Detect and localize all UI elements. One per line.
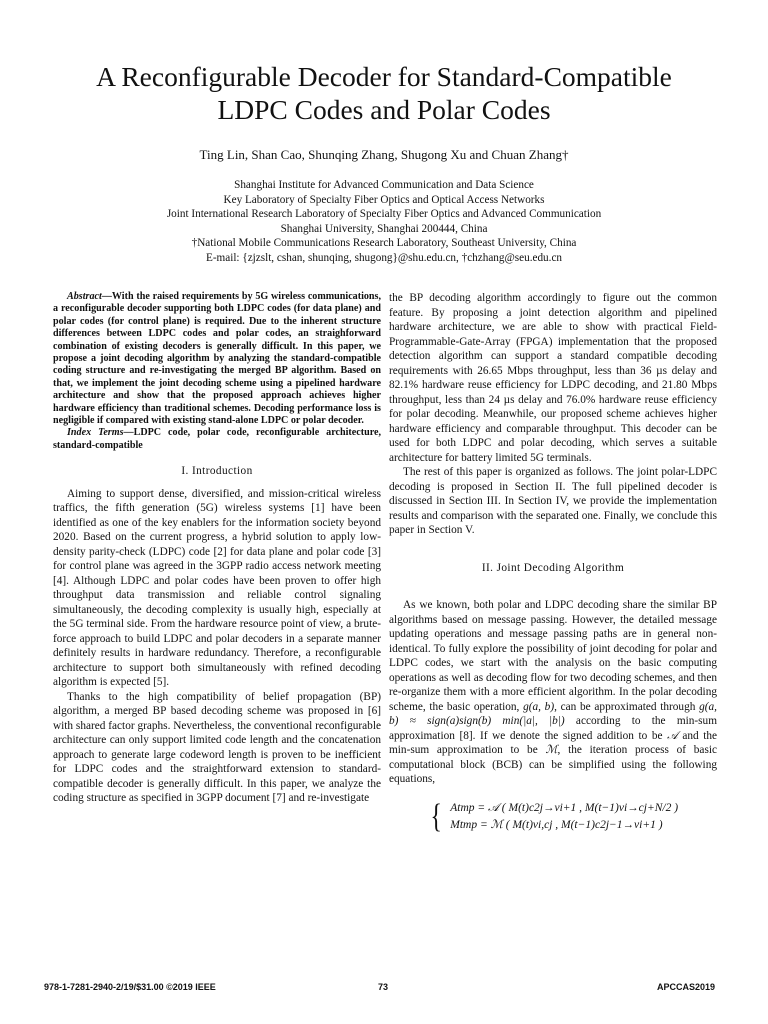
equation-lines xyxy=(450,800,678,834)
text-run: and the min-sum approximation to be xyxy=(389,729,718,756)
title-line-2: LDPC Codes and Polar Codes xyxy=(217,94,551,125)
affiliation-line: Key Laboratory of Specialty Fiber Optics and Optical Access Networks xyxy=(223,193,545,206)
equation-line-atmp: Atmp = 𝒜 ( M(t)c2j→vi+1 , M(t−1)vi→cj+N/2 ) xyxy=(450,801,679,814)
abstract-text: —With the raised requirements by 5G wireless communications, a reconfigurable decoder supporting both LDPC codes (for data plane) and polar codes (for control plane) is required. Due to the inherent structure differences between LDPC codes and polar codes, an straighforward combination of existing decoders is generally difficult. In this paper, we propose a joint decoding algorithm by analyzing the standard-compatible coding structure and re-investigating the merged BP algorithm. Based on that, we implement the joint decoding scheme using a pipelined hardware architecture and show that the proposed approach achieves higher hardware efficiency than traditional schemes. Decoding performance loss is negligible if compared with existing stand-alone LDPC or polar decoder. xyxy=(53,291,381,427)
index-terms xyxy=(53,427,381,452)
text-run: As we known, both polar and LDPC decoding share the similar BP algorithms based on message passing. However, the detailed message updating operations and message passing paths are in general non-identical. To fully explore the possibility of joint decoding for polar and LDPC codes, we start with the analysis on the basic computing operations as well as decoding flow for two decoding schemes, and then re-organize them with a more efficient algorithm. In the polar decoding scheme, the basic operation, xyxy=(389,599,717,713)
math-inline: g(a, b) xyxy=(523,700,555,713)
right-column xyxy=(389,291,717,834)
intro-paragraph-1: Aiming to support dense, diversified, and mission-critical wireless traffics, the fifth generation (5G) wireless systems [1] have been identified as one of the key enablers for the information society beyond 2020. Based on the current progress, a hybrid solution to apply low-density parity-check (LDPC) code [2] for data plane and polar code [3] for control plane was agreed in the 3GPP radio access network meeting [4]. Although LDPC and polar codes have been proven to offer high throughput data transmission and reliable control signaling simultaneously, the decoding complexity is usually high, especially at the 5G terminal side. From the hardware resource point of view, a brute-force approach to build LDPC and polar decoders in a separate manner definitely results in hardware redundancy. Therefore, a reconfigurable architecture to support both simultaneously with refined decoding algorithm is expected [5]. xyxy=(53,487,381,689)
title-line-1: A Reconfigurable Decoder for Standard-Compatible xyxy=(96,61,672,92)
text-run: according to the min-sum approximation [8]. If we denote the signed addition to be xyxy=(389,715,717,742)
abstract-label: Abstract xyxy=(67,291,102,302)
footer-conference: APCCAS2019 xyxy=(657,982,716,992)
intro-paragraph-2: Thanks to the high compatibility of belief propagation (BP) algorithm, a merged BP based decoding scheme was proposed in [6] with shared factor graphs. Nevertheless, the conventional reconfigurable architecture can only support limited code length and the concatenation approach to generate large codeword length is proven to be inefficient for LDPC codes and the straightforward extension to standard-compatible decoder is generally difficult. In this paper, we analyze the coding structure as specified in 3GPP document [7] and re-investigate xyxy=(53,690,381,805)
math-inline: 𝒜 xyxy=(667,729,678,742)
intro-paragraph-2-continued: the BP decoding algorithm accordingly to figure out the common feature. By proposing a joint detection algorithm and pipelined hardware architecture, we are able to show with practical Field-Programmable-Gate-Array (FPGA) implementation that the proposed detection algorithm can support a standard compatible decoding requirements with 26.65 Mbps throughput, less than 36 µs delay and 82.1% hardware reuse efficiency for LDPC decoding, and 21.80 Mbps throughput, less than 24 µs delay and 76.0% hardware reuse efficiency for polar decoding. Meanwhile, our proposed scheme achieves higher hardware efficiency and comparable throughput. This decoder can be used for both LDPC and polar decoding, which serves a suitable architecture for battery limited 5G terminals. xyxy=(389,292,717,464)
abstract xyxy=(53,291,381,427)
text-run: , the iteration process of basic computational block (BCB) can be simplified using the following equations, xyxy=(389,744,717,785)
footer-page-number: 73 xyxy=(378,982,389,992)
equation-line-mtmp: Mtmp = ℳ ( M(t)vi,cj , M(t−1)c2j−1→vi+1 ) xyxy=(450,818,663,831)
joint-decoding-paragraph xyxy=(389,598,717,787)
index-terms-text: —LDPC code, polar code, reconfigurable architecture, standard-compatible xyxy=(53,427,381,451)
section-heading-joint-decoding: II. Joint Decoding Algorithm xyxy=(481,561,625,574)
math-inline: ℳ xyxy=(545,744,558,756)
text-run: , can be approximated through xyxy=(554,700,700,713)
footer-copyright: 978-1-7281-2940-2/19/$31.00 ©2019 IEEE xyxy=(44,982,216,992)
left-brace: { xyxy=(430,797,442,835)
author-list: Ting Lin, Shan Cao, Shunqing Zhang, Shugong Xu and Chuan Zhang† xyxy=(199,147,569,162)
affiliation-line: †National Mobile Communications Research Laboratory, Southeast University, China xyxy=(191,237,577,250)
section-heading-introduction: I. Introduction xyxy=(181,465,253,478)
intro-paragraph-3: The rest of this paper is organized as follows. The joint polar-LDPC decoding is proposed in Section II. The full pipelined decoder is discussed in Section III. In Section IV, we provide the implementation results and comparison with the separated one. Finally, we conclude this paper in Section V. xyxy=(389,466,717,536)
paper-title xyxy=(40,60,728,126)
email-line: E-mail: {zjzslt, cshan, shunqing, shugong}@shu.edu.cn, †chzhang@seu.edu.cn xyxy=(205,251,563,264)
affiliation-line: Shanghai University, Shanghai 200444, China xyxy=(280,222,488,235)
index-terms-label: Index Terms xyxy=(67,427,124,439)
math-inline: g(a, b) ≈ sign(a)sign(b) min(|a|, |b|) xyxy=(389,700,717,727)
equation-block xyxy=(389,797,717,835)
affiliation-line: Joint International Research Laboratory of Specialty Fiber Optics and Advanced Communication xyxy=(166,208,602,221)
affiliation-line: Shanghai Institute for Advanced Communication and Data Science xyxy=(234,179,534,191)
affiliations xyxy=(40,178,728,266)
left-column xyxy=(53,291,381,806)
